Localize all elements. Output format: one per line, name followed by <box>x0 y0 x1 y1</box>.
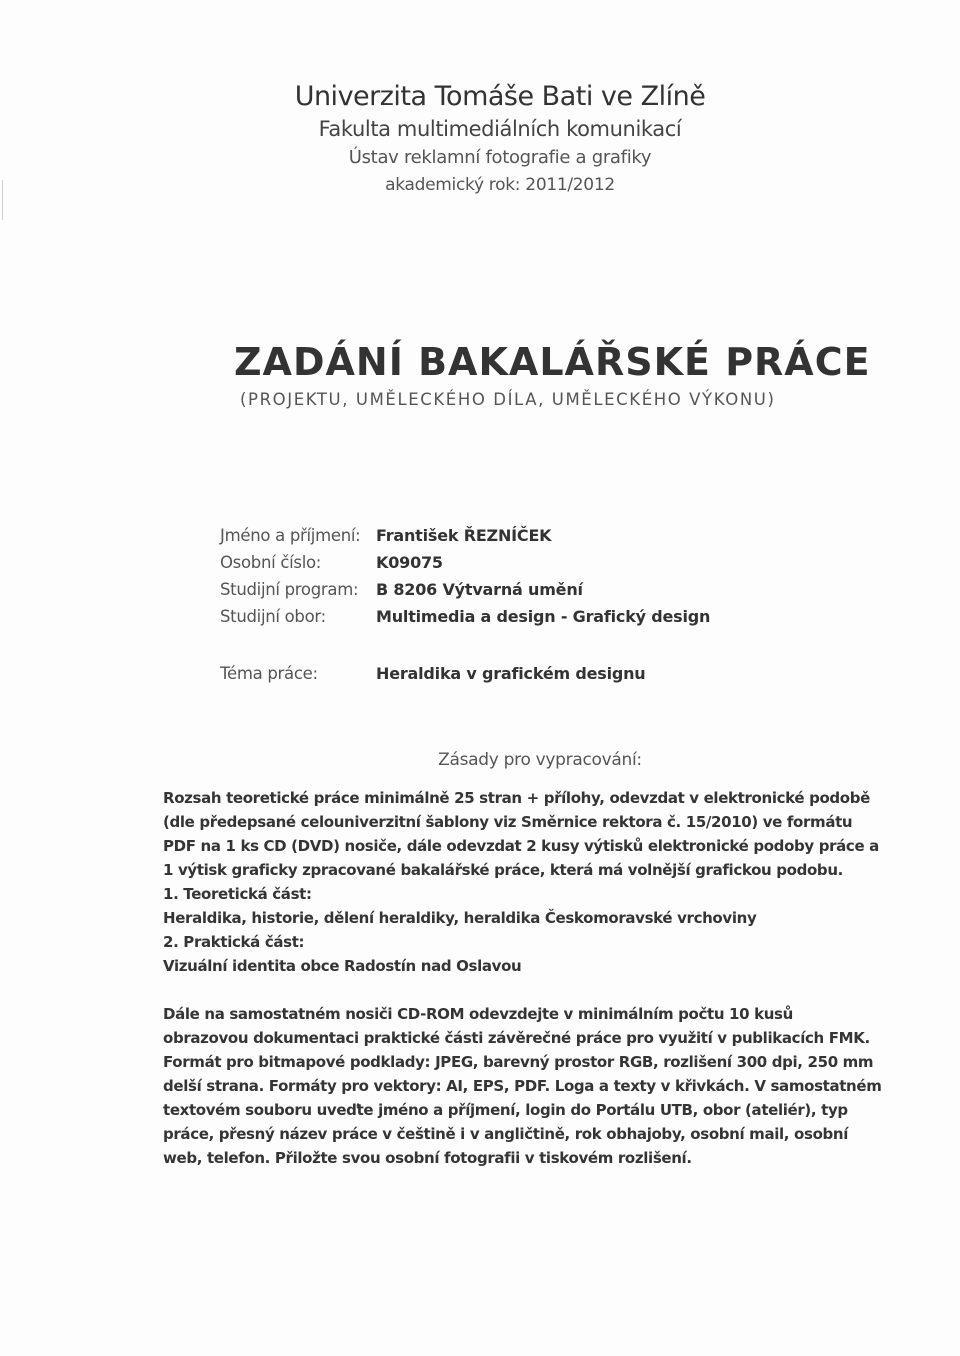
submission-line: web, telefon. Přiložte svou osobní fotografii v tiskovém rozlišení. <box>163 1149 692 1167</box>
submission-line: delší strana. Formáty pro vektory: AI, EPS, PDF. Loga a texty v křivkách. V samostatném <box>163 1077 882 1095</box>
principles-line: 1 výtisk graficky zpracované bakalářské práce, která má volnější grafickou podobu. <box>163 861 843 879</box>
id-label: Osobní číslo: <box>220 553 322 572</box>
submission-line: Formát pro bitmapové podklady: JPEG, barevný prostor RGB, rozlišení 300 dpi, 250 mm <box>163 1053 874 1071</box>
theory-content: Heraldika, historie, dělení heraldiky, heraldika Českomoravské vrchoviny <box>163 909 757 927</box>
submission-line: Dále na samostatném nosiči CD-ROM odevzdejte v minimálním počtu 10 kusů <box>163 1005 793 1023</box>
topic-label: Téma práce: <box>220 664 318 683</box>
principles-line: (dle předepsané celouniverzitní šablony viz Směrnice rektora č. 15/2010) ve formátu <box>163 813 853 831</box>
submission-line: práce, přesný název práce v češtině i v angličtině, rok obhajoby, osobní mail, osobní <box>163 1125 849 1143</box>
name-label: Jméno a příjmení: <box>220 526 361 545</box>
theory-heading: 1. Teoretická část: <box>163 885 312 903</box>
program-value: B 8206 Výtvarná umění <box>376 580 583 599</box>
id-value: K09075 <box>376 553 443 572</box>
field-label: Studijní obor: <box>220 607 326 626</box>
document-subtitle: (PROJEKTU, UMĚLECKÉHO DÍLA, UMĚLECKÉHO VÝKONU) <box>240 390 776 409</box>
institute-name: Ústav reklamní fotografie a grafiky <box>348 147 652 168</box>
topic-value: Heraldika v grafickém designu <box>376 664 646 683</box>
practice-heading: 2. Praktická část: <box>163 933 305 951</box>
paragraph-gap <box>163 978 863 1002</box>
name-value: František ŘEZNÍČEK <box>376 526 552 545</box>
document-title: ZADÁNÍ BAKALÁŘSKÉ PRÁCE <box>234 340 871 384</box>
principles-line: PDF na 1 ks CD (DVD) nosiče, dále odevzdat 2 kusy výtisků elektronické podoby práce a <box>163 837 879 855</box>
university-name: Univerzita Tomáše Bati ve Zlíně <box>294 81 706 112</box>
principles-body <box>163 786 882 1170</box>
academic-year: akademický rok: 2011/2012 <box>385 175 615 195</box>
principles-line: Rozsah teoretické práce minimálně 25 stran + přílohy, odevzdat v elektronické podobě <box>163 789 870 807</box>
practice-content: Vizuální identita obce Radostín nad Oslavou <box>163 957 522 975</box>
submission-line: obrazovou dokumentaci praktické části závěrečné práce pro využití v publikacích FMK. <box>163 1029 870 1047</box>
field-value: Multimedia a design - Grafický design <box>376 607 711 626</box>
program-label: Studijní program: <box>220 580 359 599</box>
faculty-name: Fakulta multimediálních komunikací <box>318 117 682 141</box>
document-header <box>0 80 960 198</box>
principles-heading: Zásady pro vypracování: <box>438 750 642 770</box>
submission-line: textovém souboru uveďte jméno a příjmení, login do Portálu UTB, obor (ateliér), typ <box>163 1101 848 1119</box>
